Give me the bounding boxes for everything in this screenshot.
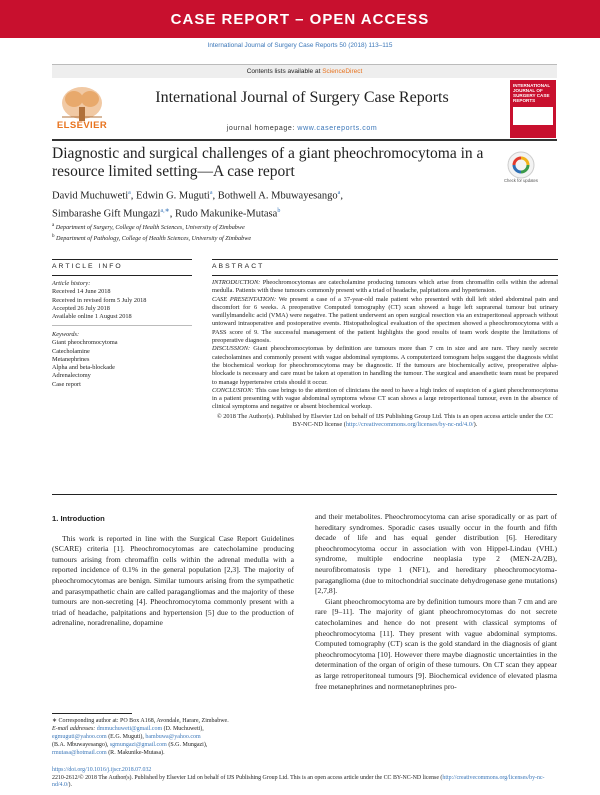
footnote	[52, 717, 302, 757]
contents-prefix: Contents lists available at	[246, 68, 323, 75]
footer-license-end: ).	[68, 782, 72, 789]
body-paragraph: and their metabolites. Pheochromocytoma can arise sporadically or as part of hereditary syndromes. Sporadic cases usually occur in the fourth and fifth decade of life and has equal gender distribution [6]. Hereditary pheochromocytoma occur in association with von Hippel-Lindau (VHL) syndrome, multiple endocrine neoplasia type 2 (MEN-2A/2B), neurofibromatosis type 1 (NF1), and hereditary pheochromocytoma-paraganglioma (due to mitochondrial succinate dehydrogenase gene mutations) [2,7,8].	[315, 512, 557, 596]
banner-text: CASE REPORT – OPEN ACCESS	[170, 10, 430, 28]
email-owner: (B.A. Mbuwayesango),	[52, 742, 110, 748]
body-paragraph: This work is reported in line with the Surgical Case Report Guidelines (SCARE) criteria [1]. Pheochromocytomas are catecholamine producing tumours arising from chromaffin cells within the adrenal medulla with a reported incidence of 0.1% in the general population [2,3]. The majority of pheochromocytomas are benign. Similar tumours arising from the sympathetic and parasympathetic chain are called paragangliomas and the majority of these tumours are non-secreting [4]. Pheochromocytoma commonly present with a triad of headache, palpitations and hypertension [5] due to the production of adrenaline, noradrenaline, dopamine	[52, 533, 294, 628]
article-info-heading: ARTICLE INFO	[52, 263, 123, 270]
email-owner: (E.G. Muguti),	[106, 734, 146, 740]
header-divider	[52, 139, 557, 141]
affiliation-text: Department of Pathology, College of Health Sciences, University of Zimbabwe	[56, 234, 252, 242]
journal-citation: International Journal of Surgery Case Reports 50 (2018) 113–115	[207, 42, 393, 49]
email-link[interactable]: sgmungazi@gmail.com	[109, 742, 167, 748]
author-name: Rudo Makunike-Mutasa	[174, 208, 278, 219]
affiliation-a	[52, 222, 532, 233]
email-link[interactable]: egmuguti@yahoo.com	[52, 734, 107, 740]
author-line-2: Simbarashe Gift Mungazi$^{a,∗}$, Rudo Makunike-Mutasa$^b$	[52, 207, 281, 219]
email-owner: (R. Makunike-Mutasa).	[106, 750, 165, 756]
footnote-rule	[52, 713, 132, 714]
keyword-item: Adrenalectomy	[52, 372, 91, 380]
author-affiliation-mark: a	[337, 190, 341, 196]
check-for-updates-label: Check for updates	[504, 178, 538, 183]
email-link[interactable]: bambuwa@yahoo.com	[145, 734, 201, 740]
page-footer	[52, 767, 557, 790]
body-column-right	[315, 512, 557, 692]
keywords	[52, 331, 192, 389]
affiliation-b	[52, 233, 532, 244]
email-owner: (D. Muchuweti),	[162, 726, 204, 732]
abstract-introduction	[212, 279, 558, 296]
article-history	[52, 280, 192, 321]
body-paragraph: Giant pheochromocytoma are by definition tumours more than 7 cm and are rare [9–11]. The majority of giant pheochromocytomas do not secrete catecholamines and hence do not present with classical symptoms of pheochromocytoma [11]. They present with vague abdominal symptoms. Computed tomography (CT) scan is the gold standard in the diagnosis of giant pheochromocytoma [10]. However there maybe diagnostic uncertainties in the determination of the organ of origin of these tumours. On CT scan they appear as large retroperitoneal tumours [9]. Biochemical evidence of elevated plasma free metanephrines and normetanephrines pro-	[315, 596, 557, 691]
author-list	[52, 186, 532, 221]
footer-license-text: 2210-2612/© 2018 The Author(s). Published by Elsevier Ltd on behalf of IJS Publishing Group Ltd. This is an open access article under the CC BY-NC-ND license (	[52, 774, 443, 781]
abstract-discussion	[212, 345, 558, 386]
journal-homepage	[112, 125, 492, 132]
author-name: Edwin G. Muguti	[136, 190, 210, 202]
history-label: Article history:	[52, 280, 91, 287]
keyword-item: Giant pheochromocytoma	[52, 339, 118, 347]
author-name: Simbarashe Gift Mungazi	[52, 208, 161, 219]
author-name: David Muchuweti	[52, 190, 129, 202]
abstract-section-text: Giant pheochromocytomas by definition are tumours more than 7 cm in size and are rare. They rarely secrete catecholamines and commonly present with vague abdominal symptoms. A computerized tomogram helps suggest the diagnosis whilst the biochemical workup for pheochromocytoma may be diagnostic. If the tumours are biochemically active, preoperative alpha-blockade is necessary and care must be taken at operation in handling the tumour. The surgical and anaesthetic team must be prepared to manage hypertensive crisis should it occur.	[212, 345, 558, 386]
article-info-rule-bottom	[52, 275, 192, 276]
cover-text: INTERNATIONAL JOURNAL OF SURGERY CASE REPORTS	[513, 83, 551, 103]
history-item: Accepted 26 July 2018	[52, 304, 110, 312]
emails-label: E-mail addresses:	[52, 726, 97, 732]
body-column-left	[52, 514, 294, 629]
author-affiliation-mark: a	[209, 190, 213, 196]
abstract-section-label: CASE PRESENTATION:	[212, 295, 277, 303]
affiliation-text: Department of Surgery, College of Health Sciences, University of Zimbabwe	[55, 224, 245, 232]
check-for-updates-icon[interactable]	[506, 150, 536, 180]
article-title: Diagnostic and surgical challenges of a giant pheochromocytoma in a resource limited setting—A case report	[52, 145, 484, 180]
publisher-name: ELSEVIER	[56, 120, 108, 131]
cover-image-area	[513, 107, 553, 125]
abstract-rule-top	[212, 259, 558, 260]
keyword-item: Alpha and beta-blockade	[52, 364, 115, 372]
affiliation-mark: b	[52, 233, 55, 239]
sciencedirect-link[interactable]: ScienceDirect	[322, 68, 363, 75]
case-report-banner	[0, 0, 600, 38]
keywords-label: Keywords:	[52, 331, 80, 338]
license-end: ).	[473, 421, 478, 429]
abstract-license	[212, 413, 558, 430]
journal-cover-thumbnail	[510, 80, 556, 138]
contents-line	[52, 65, 557, 78]
abstract-rule-bottom	[212, 275, 558, 276]
license-link[interactable]: http://creativecommons.org/licenses/by-nc-nd/4.0/	[345, 421, 474, 429]
abstract-section-label: INTRODUCTION:	[212, 279, 261, 286]
keyword-item: Case report	[52, 380, 81, 388]
abstract-section-label: CONCLUSION:	[212, 386, 254, 394]
history-keywords-divider	[52, 325, 192, 326]
journal-header	[52, 64, 557, 138]
license-text: © 2018 The Author(s). Published by Elsevier Ltd on behalf of IJS Publishing Group Ltd. This is an open access article under the CC BY-NC-ND license (	[216, 412, 554, 429]
author-name: Bothwell A. Mbuwayesango	[217, 190, 338, 202]
keyword-item: Metanephrines	[52, 355, 90, 363]
abstract-case-presentation	[212, 296, 558, 346]
abstract-section-text: This case brings to the attention of clinicians the need to have a high index of suspicion of a giant pheochromocytoma in a patient presenting with vague abdominal symptoms whose CT scan shows a large retroperitoneal tumour, even in the absence of clinical symptoms and negative or absent biochemical workup.	[212, 386, 558, 411]
abstract-section-text: Pheochromocytomas are catecholamine producing tumours which arise from chromaffin cells within the adrenal medulla. Patients with these tumours commonly present with a triad of headache, palpitations and hypertension.	[212, 279, 558, 295]
footer-license-link[interactable]: http://creativecommons.org/licenses/by-nc-nd/4.0/	[52, 774, 545, 789]
author-line-1: David Muchuweti$^a$, Edwin G. Muguti$^a$, Bothwell A. Mbuwayesango$^a$,	[52, 190, 343, 202]
abstract-section-text: We present a case of a 37-year-old male patient who presented with dull left sided abdominal pain and discomfort for 6 weeks. A preoperative Computed tomography (CT) scan showed a huge left suprarenal tumour but urinary vanillylmandelic acid (VMA) were negative. The patient underwent an open surgical resection via an extraperitoneal approach without untoward intraoperative and postoperative events. Histopathological evaluation of the specimen showed a pheochromocytoma with a PASS score of 9. The successful management of the patient highlights the good results of team work despite the limitations of preoperative diagnosis.	[212, 295, 559, 345]
homepage-prefix: journal homepage:	[226, 125, 298, 132]
email-addresses	[52, 725, 302, 757]
affiliations	[52, 222, 532, 243]
history-item: Received 14 June 2018	[52, 288, 111, 296]
keyword-item: Catecholamine	[52, 347, 90, 355]
history-item: Received in revised form 5 July 2018	[52, 296, 147, 304]
abstract-body	[212, 279, 558, 429]
journal-title: International Journal of Surgery Case Reports	[155, 89, 449, 106]
abstract-conclusion	[212, 387, 558, 412]
email-link[interactable]: rmutasa@hotmail.com	[52, 750, 107, 756]
abstract-body-divider	[52, 494, 557, 495]
doi-link[interactable]: https://doi.org/10.1016/j.ijscr.2018.07.032	[52, 767, 152, 773]
abstract-heading: ABSTRACT	[212, 263, 265, 270]
author-affiliation-mark: a	[128, 190, 131, 196]
author-affiliation-mark: b	[277, 207, 281, 214]
affiliation-mark: a	[52, 223, 55, 228]
introduction-heading: 1. Introduction	[52, 514, 105, 523]
article-info-rule-top	[52, 259, 192, 260]
email-link[interactable]: dmmuchuweti@gmail.com	[96, 726, 163, 732]
homepage-link[interactable]: www.casereports.com	[297, 125, 378, 132]
email-owner: (S.G. Mungazi),	[166, 742, 208, 748]
author-affiliation-mark: a,∗	[160, 207, 170, 214]
footer-license	[52, 775, 557, 790]
corresponding-author: ∗ Corresponding author at: PO Box A168, Avondale, Harare, Zimbabwe.	[52, 718, 229, 724]
history-item: Available online 1 August 2018	[52, 313, 132, 321]
abstract-section-label: DISCUSSION:	[212, 345, 251, 353]
